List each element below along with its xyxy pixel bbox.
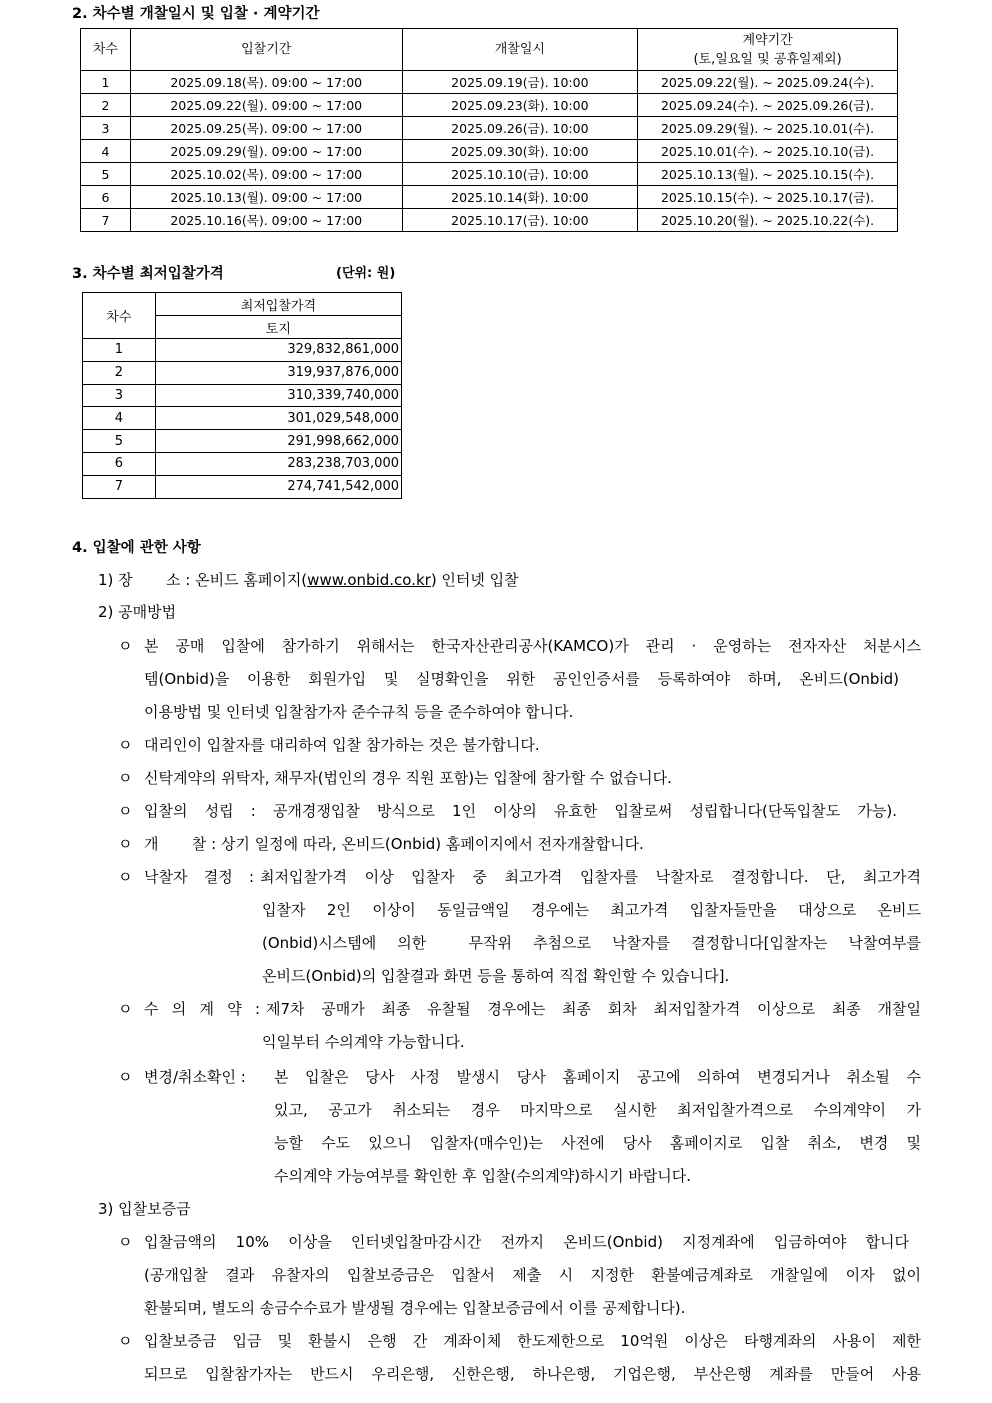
table-row	[83, 407, 402, 430]
cell-round: 7	[81, 209, 131, 232]
cell-price: 283,238,703,000	[155, 452, 401, 475]
cell-round: 6	[83, 452, 156, 475]
deposit-2-line-1: 입찰보증금 입금 및 환불시 은행 간 계좌이체 한도제한으로 10억원 이상은 타행계좌의 사용이 제한	[144, 1332, 921, 1350]
cell-round: 4	[81, 140, 131, 163]
cell-bid-period: 2025.10.16(목). 09:00 ~ 17:00	[130, 209, 402, 232]
cell-price: 274,741,542,000	[155, 475, 401, 498]
table-row	[81, 186, 898, 209]
method-6-line-3: (Onbid)시스템에 의한 무작위 추첨으로 낙찰자를 결정합니다[입찰자는 낙찰여부를	[262, 934, 921, 952]
deposit-2-line-2: 되므로 입찰참가자는 반드시 우리은행, 신한은행, 하나은행, 기업은행, 부산은행 계좌를 만들어 사용	[144, 1365, 921, 1383]
cell-round: 1	[81, 71, 131, 94]
cell-opening: 2025.09.26(금). 10:00	[402, 117, 638, 140]
cell-price: 329,832,861,000	[155, 339, 401, 362]
method-1-line-3: 이용방법 및 인터넷 입찰참가자 준수규칙 등을 준수하여야 합니다.	[144, 703, 574, 721]
cell-opening: 2025.09.23(화). 10:00	[402, 94, 638, 117]
header-contract-line2: (토,일요일 및 공휴일제외)	[693, 51, 842, 67]
table-row	[83, 430, 402, 453]
method-7-label: 수 의 계 약 :	[144, 1000, 260, 1018]
method-6-line-1: 최저입찰가격 이상 입찰자 중 최고가격 입찰자를 낙찰자로 결정합니다. 단, 최고가격	[260, 868, 921, 886]
bullet-icon: ㅇ	[118, 1000, 133, 1018]
cell-contract-period: 2025.10.15(수). ~ 2025.10.17(금).	[638, 186, 898, 209]
cell-contract-period: 2025.09.24(수). ~ 2025.09.26(금).	[638, 94, 898, 117]
cell-round: 7	[83, 475, 156, 498]
cell-opening: 2025.09.30(화). 10:00	[402, 140, 638, 163]
header-land: 토지	[155, 316, 401, 339]
method-3: 신탁계약의 위탁자, 채무자(법인의 경우 직원 포함)는 입찰에 참가할 수 없습니다.	[144, 769, 672, 787]
bullet-icon: ㅇ	[118, 802, 133, 820]
method-5: 개 찰 : 상기 일정에 따라, 온비드(Onbid) 홈페이지에서 전자개찰합니다.	[144, 835, 644, 853]
cell-bid-period: 2025.09.18(목). 09:00 ~ 17:00	[130, 71, 402, 94]
bid-place-prefix: 1) 장 소 : 온비드 홈페이지(	[98, 571, 308, 589]
cell-round: 6	[81, 186, 131, 209]
header-min-price: 최저입찰가격	[155, 293, 401, 316]
table-row	[83, 452, 402, 475]
cell-price: 310,339,740,000	[155, 384, 401, 407]
cell-bid-period: 2025.09.25(목). 09:00 ~ 17:00	[130, 117, 402, 140]
method-7-line-2: 익일부터 수의계약 가능합니다.	[262, 1033, 465, 1051]
cell-price: 319,937,876,000	[155, 361, 401, 384]
cell-round: 3	[81, 117, 131, 140]
bid-place-line	[98, 569, 519, 590]
table-row	[81, 140, 898, 163]
bullet-icon: ㅇ	[118, 1233, 133, 1251]
cell-price: 291,998,662,000	[155, 430, 401, 453]
bullet-icon: ㅇ	[118, 736, 133, 754]
table-row	[83, 475, 402, 498]
section-4-title: 4. 입찰에 관한 사항	[72, 540, 201, 556]
cell-contract-period: 2025.10.20(월). ~ 2025.10.22(수).	[638, 209, 898, 232]
cell-price: 301,029,548,000	[155, 407, 401, 430]
cell-opening: 2025.09.19(금). 10:00	[402, 71, 638, 94]
price-header-row	[83, 293, 402, 316]
header-round: 차수	[83, 293, 156, 339]
min-price-table	[82, 292, 402, 499]
deposit-1-line-1: 입찰금액의 10% 이상을 인터넷입찰마감시간 전까지 온비드(Onbid) 지정계좌에 입금하여야 합니다	[144, 1233, 909, 1251]
cell-contract-period: 2025.09.29(월). ~ 2025.10.01(수).	[638, 117, 898, 140]
cell-opening: 2025.10.14(화). 10:00	[402, 186, 638, 209]
header-bid-period: 입찰기간	[130, 29, 402, 71]
method-1-line-2: 템(Onbid)을 이용한 회원가입 및 실명확인을 위한 공인인증서를 등록하여야 하며, 온비드(Onbid)	[144, 670, 899, 688]
table-row	[83, 361, 402, 384]
cell-round: 4	[83, 407, 156, 430]
method-8-label: 변경/취소확인 :	[144, 1068, 246, 1086]
table-row	[83, 339, 402, 362]
method-8-line-3: 능할 수도 있으니 입찰자(매수인)는 사전에 당사 홈페이지로 입찰 취소, 변경 및	[274, 1134, 921, 1152]
schedule-header-row	[81, 29, 898, 71]
deposit-title: 3) 입찰보증금	[98, 1200, 191, 1218]
cell-opening: 2025.10.17(금). 10:00	[402, 209, 638, 232]
method-8-line-1: 본 입찰은 당사 사정 발생시 당사 홈페이지 공고에 의하여 변경되거나 취소될 수	[274, 1068, 921, 1086]
method-6-line-2: 입찰자 2인 이상이 동일금액일 경우에는 최고가격 입찰자들만을 대상으로 온비드	[262, 901, 921, 919]
method-title: 2) 공매방법	[98, 603, 177, 621]
table-row	[81, 94, 898, 117]
cell-contract-period: 2025.10.01(수). ~ 2025.10.10(금).	[638, 140, 898, 163]
method-7-line-1: 제7차 공매가 최종 유찰될 경우에는 최종 회차 최저입찰가격 이상으로 최종 개찰일	[266, 1000, 921, 1018]
method-8-line-4: 수의계약 가능여부를 확인한 후 입찰(수의계약)하시기 바랍니다.	[274, 1167, 692, 1185]
cell-opening: 2025.10.10(금). 10:00	[402, 163, 638, 186]
cell-round: 3	[83, 384, 156, 407]
method-4: 입찰의 성립 : 공개경쟁입찰 방식으로 1인 이상의 유효한 입찰로써 성립합니다(단독입찰도 가능).	[144, 802, 897, 820]
schedule-table	[80, 28, 898, 232]
table-row	[81, 117, 898, 140]
cell-bid-period: 2025.09.29(월). 09:00 ~ 17:00	[130, 140, 402, 163]
method-2: 대리인이 입찰자를 대리하여 입찰 참가하는 것은 불가합니다.	[144, 736, 540, 754]
cell-bid-period: 2025.09.22(월). 09:00 ~ 17:00	[130, 94, 402, 117]
bullet-icon: ㅇ	[118, 1068, 133, 1086]
section-2-title: 2. 차수별 개찰일시 및 입찰 · 계약기간	[72, 6, 320, 22]
method-1-line-1: 본 공매 입찰에 참가하기 위해서는 한국자산관리공사(KAMCO)가 관리 · 운영하는 전자자산 처분시스	[144, 637, 921, 655]
cell-round: 1	[83, 339, 156, 362]
cell-contract-period: 2025.09.22(월). ~ 2025.09.24(수).	[638, 71, 898, 94]
bullet-icon: ㅇ	[118, 835, 133, 853]
header-opening: 개찰일시	[402, 29, 638, 71]
method-6-line-4: 온비드(Onbid)의 입찰결과 화면 등을 통하여 직접 확인할 수 있습니다].	[262, 967, 730, 985]
method-8-line-2: 있고, 공고가 취소되는 경우 마지막으로 실시한 최저입찰가격으로 수의계약이 가	[274, 1101, 921, 1119]
table-row	[81, 209, 898, 232]
bullet-icon: ㅇ	[118, 637, 133, 655]
cell-round: 2	[81, 94, 131, 117]
section-3-title: 3. 차수별 최저입찰가격	[72, 266, 224, 282]
deposit-1-line-2: (공개입찰 결과 유찰자의 입찰보증금은 입찰서 제출 시 지정한 환불예금계좌로 개찰일에 이자 없이	[144, 1266, 921, 1284]
table-row	[81, 163, 898, 186]
method-6-label: 낙찰자 결정 :	[144, 868, 254, 886]
onbid-link[interactable]: www.onbid.co.kr	[307, 571, 431, 589]
header-contract-line1: 계약기간	[742, 32, 793, 48]
bid-place-suffix: ) 인터넷 입찰	[430, 571, 519, 589]
cell-round: 5	[83, 430, 156, 453]
table-row	[81, 71, 898, 94]
bullet-icon: ㅇ	[118, 769, 133, 787]
cell-bid-period: 2025.10.13(월). 09:00 ~ 17:00	[130, 186, 402, 209]
cell-round: 2	[83, 361, 156, 384]
cell-contract-period: 2025.10.13(월). ~ 2025.10.15(수).	[638, 163, 898, 186]
bullet-icon: ㅇ	[118, 1332, 133, 1350]
header-contract-period	[638, 29, 898, 71]
cell-round: 5	[81, 163, 131, 186]
header-round: 차수	[81, 29, 131, 71]
cell-bid-period: 2025.10.02(목). 09:00 ~ 17:00	[130, 163, 402, 186]
unit-label: (단위: 원)	[336, 266, 396, 281]
table-row	[83, 384, 402, 407]
deposit-1-line-3: 환불되며, 별도의 송금수수료가 발생될 경우에는 입찰보증금에서 이를 공제합니다).	[144, 1299, 686, 1317]
bullet-icon: ㅇ	[118, 868, 133, 886]
